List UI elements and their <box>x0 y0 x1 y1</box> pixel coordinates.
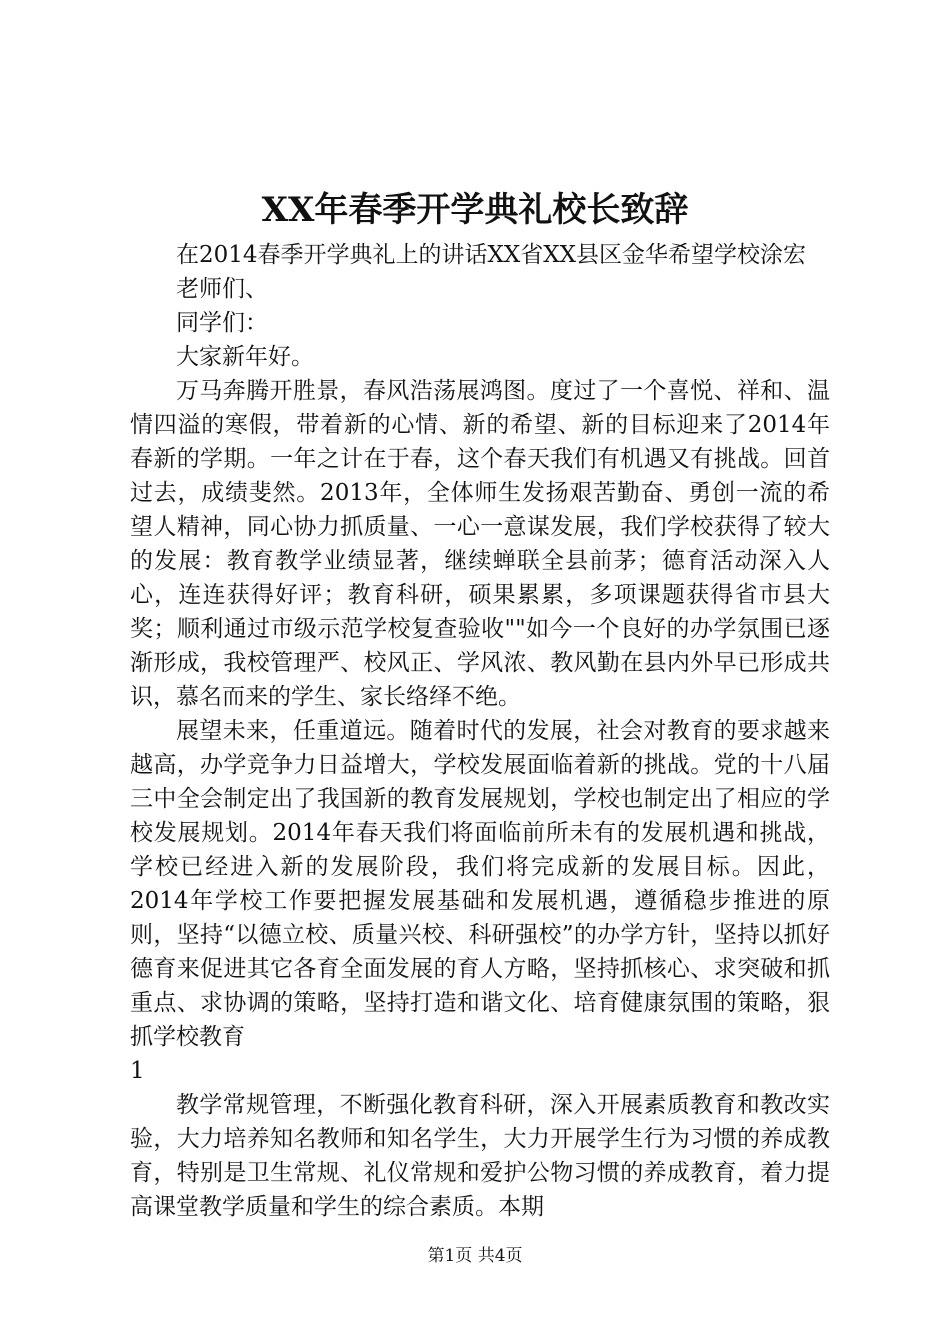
salutation-students: 同学们： <box>176 310 268 336</box>
document-title: XX年春季开学典礼校长致辞 <box>261 190 689 230</box>
paragraph-review: 万马奔腾开胜景，春风浩荡展鸿图。度过了一个喜悦、祥和、温情四溢的寒假，带着新的心情、新的希望、新的目标迎来了2014年春新的学期。一年之计在于春，这个春天我们有机遇又有挑战。回首过去，成绩斐然。2013年，全体师生发扬艰苦勤奋、勇创一流的希望人精神，同心协力抓质量、一心一意谋发展，我们学校获得了较大的发展：教育教学业绩显著，继续蝉联全县前茅；德育活动深入人心，连连获得好评；教育科研，硕果累累，多项课题获得省市县大奖；顺利通过市级示范学校复查验收""如今一个良好的办学氛围已逐渐形成，我校管理严、校风正、学风浓、教风勤在县内外早已形成共识，慕名而来的学生、家长络绎不绝。 <box>130 378 830 710</box>
page-marker: 1 <box>130 1058 145 1084</box>
greeting: 大家新年好。 <box>176 344 314 370</box>
paragraph-continuation: 教学常规管理，不断强化教育科研，深入开展素质教育和教改实验，大力培养知名教师和知名学生，大力开展学生行为习惯的养成教育，特别是卫生常规、礼仪常规和爱护公物习惯的养成教育，着力提高课堂教学质量和学生的综合素质。本期 <box>130 1092 830 1220</box>
salutation-teachers: 老师们、 <box>176 276 268 302</box>
paragraph-outlook: 展望未来，任重道远。随着时代的发展，社会对教育的要求越来越高，办学竞争力日益增大，学校发展面临着新的挑战。党的十八届三中全会制定出了我国新的教育发展规划，学校也制定出了相应的学校发展规划。2014年春天我们将面临前所未有的发展机遇和挑战，学校已经进入新的发展阶段，我们将完成新的发展目标。因此，2014年学校工作要把握发展基础和发展机遇，遵循稳步推进的原则，坚持“以德立校、质量兴校、科研强校”的办学方针，坚持以抓好德育来促进其它各育全面发展的育人方略，坚持抓核心、求突破和抓重点、求协调的策略，坚持打造和谐文化、培育健康氛围的策略，狠抓学校教育 <box>130 718 830 1050</box>
intro-line: 在2014春季开学典礼上的讲话XX省XX县区金华希望学校涂宏 <box>176 242 807 268</box>
document-body <box>130 238 830 1224</box>
page-footer: 第1页 共4页 <box>427 1246 523 1266</box>
